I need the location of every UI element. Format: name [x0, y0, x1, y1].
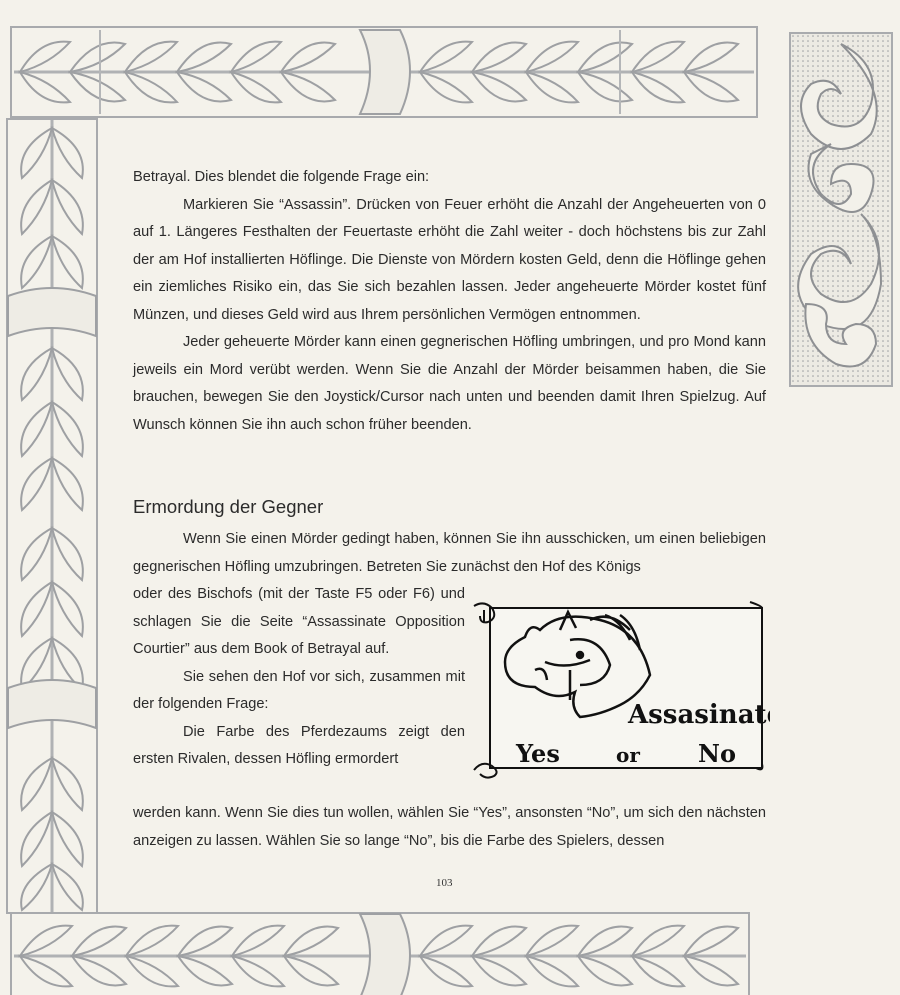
laurel-border-left-art [6, 118, 98, 914]
laurel-border-left [6, 118, 98, 914]
paragraph: Jeder geheuerte Mörder kann einen gegnerischen Höfling umbringen, und pro Mond kann jeweils ein Mord verübt werden. Wenn Sie die Anzahl der Mörder beisammen haben, die Sie brauchen, bewegen Sie den Joystick/Cursor nach unten und beenden damit Ihren Spielzug. Auf Wunsch können Sie ihn auch schon früher beenden. [133, 334, 766, 433]
paragraph: Sie sehen den Hof vor sich, zusammen mit der folgenden Frage: [133, 668, 465, 712]
or-label: or [616, 743, 640, 767]
acanthus-ornament [789, 32, 893, 387]
paragraph: Die Farbe des Pferdezaums zeigt den ersten Rivalen, dessen Höfling ermordert [133, 723, 465, 767]
laurel-border-top-art [10, 26, 758, 118]
no-option[interactable]: No [698, 739, 736, 768]
page-number: 103 [436, 877, 453, 889]
acanthus-ornament-art [791, 34, 891, 385]
section-heading: Ermordung der Gegner [133, 496, 324, 517]
scroll-art [470, 600, 770, 780]
paragraph: werden kann. Wenn Sie dies tun wollen, wählen Sie “Yes”, ansonsten “No”, um sich den nächsten anzeigen zu lassen. Wählen Sie so lange “No”, bis die Farbe des Spielers, dessen [133, 805, 766, 849]
scroll-title: Assasinate [628, 700, 770, 730]
paragraph: Wenn Sie einen Mörder gedingt haben, können Sie ihn ausschicken, um einen beliebigen gegnerischen Höfling umzubringen. Betreten Sie zunächst den Hof des Königs [133, 531, 766, 575]
assassinate-scroll [470, 600, 770, 780]
paragraph: oder des Bischofs (mit der Taste F5 oder F6) und schlagen Sie die Seite “Assassinate Opposition Courtier” aus dem Book of Betrayal auf. [133, 586, 465, 657]
laurel-border-bottom [10, 912, 750, 995]
continuation-text [133, 800, 766, 855]
yes-option[interactable]: Yes [516, 739, 560, 768]
paragraph: Markieren Sie “Assassin”. Drücken von Feuer erhöht die Anzahl der Angeheuerten von 0 auf 1. Längeres Festhalten der Feuertaste erhöht die Zahl weiter - doch höchstens bis zur Zahl der am Hof installierten Höflinge. Die Dienste von Mördern kosten Geld, denn die Höflinge gehen ein ziemliches Risiko ein, das Sie sich bezahlen lassen. Jeder angeheuerte Mörder kostet fünf Münzen, und dieses Geld wird aus Ihrem persönlichen Vermögen entnommen. [133, 196, 766, 323]
intro-text [133, 164, 766, 439]
laurel-border-top [10, 26, 758, 118]
laurel-border-bottom-art [10, 912, 750, 995]
paragraph: Betrayal. Dies blendet die folgende Frage ein: [133, 169, 430, 185]
narrow-column [133, 581, 465, 774]
